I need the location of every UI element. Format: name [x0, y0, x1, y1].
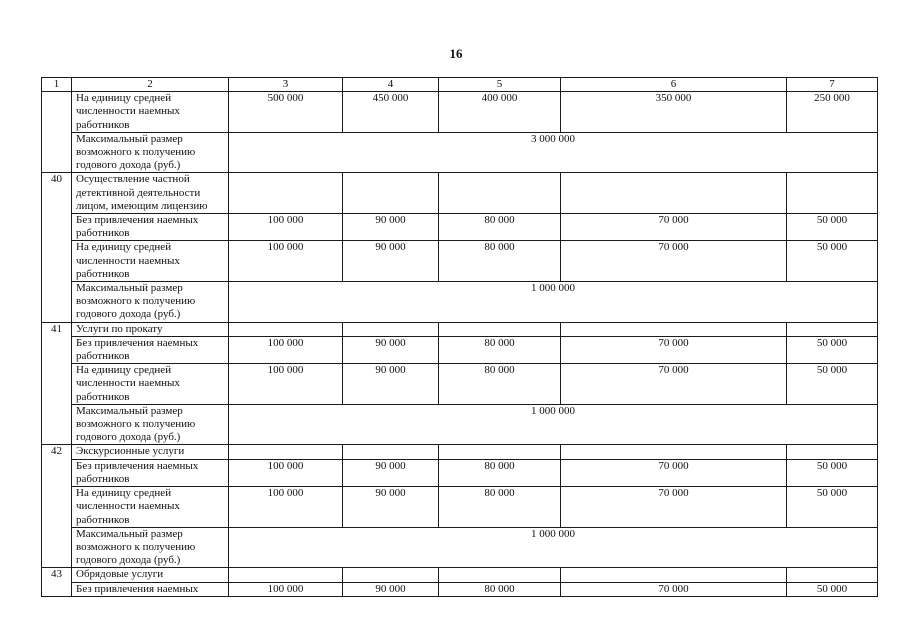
- value-cell: 70 000: [561, 582, 787, 596]
- row-number-cell: 41: [42, 322, 72, 445]
- value-cell: 100 000: [229, 487, 343, 528]
- value-cell: 100 000: [229, 459, 343, 486]
- table-row: [42, 487, 878, 528]
- value-cell: 70 000: [561, 214, 787, 241]
- value-cell: [561, 322, 787, 336]
- table-row: [42, 214, 878, 241]
- max-income-value-cell: 3 000 000: [229, 132, 878, 173]
- row-label-cell: Максимальный размер возможного к получению годового дохода (руб.): [72, 404, 229, 445]
- value-cell: 350 000: [561, 92, 787, 133]
- max-income-value-cell: 1 000 000: [229, 404, 878, 445]
- table-row: [42, 241, 878, 282]
- value-cell: 50 000: [787, 336, 878, 363]
- value-cell: 80 000: [439, 459, 561, 486]
- table-row: [42, 282, 878, 323]
- row-number-cell: 43: [42, 568, 72, 596]
- rates-table: [41, 77, 878, 597]
- row-label-cell: Максимальный размер возможного к получению годового дохода (руб.): [72, 282, 229, 323]
- table-header: [42, 78, 878, 92]
- value-cell: 80 000: [439, 241, 561, 282]
- value-cell: 80 000: [439, 214, 561, 241]
- header-cell-4: 4: [343, 78, 439, 92]
- header-cell-5: 5: [439, 78, 561, 92]
- max-income-value-cell: 1 000 000: [229, 527, 878, 568]
- value-cell: [439, 445, 561, 459]
- value-cell: [229, 568, 343, 582]
- value-cell: [787, 173, 878, 214]
- value-cell: [561, 173, 787, 214]
- value-cell: [439, 568, 561, 582]
- value-cell: 90 000: [343, 582, 439, 596]
- value-cell: 70 000: [561, 487, 787, 528]
- value-cell: 80 000: [439, 364, 561, 405]
- page-number: 16: [449, 46, 463, 61]
- row-label-cell: Без привлечения наемных: [72, 582, 229, 596]
- value-cell: 100 000: [229, 214, 343, 241]
- value-cell: 100 000: [229, 336, 343, 363]
- value-cell: [787, 445, 878, 459]
- header-row: [42, 78, 878, 92]
- table-row: [42, 445, 878, 459]
- value-cell: 70 000: [561, 364, 787, 405]
- value-cell: 100 000: [229, 241, 343, 282]
- table-row: [42, 322, 878, 336]
- row-number-cell: 40: [42, 173, 72, 322]
- value-cell: 50 000: [787, 241, 878, 282]
- table-row: [42, 92, 878, 133]
- value-cell: [343, 568, 439, 582]
- table-row: [42, 404, 878, 445]
- row-label-cell: На единицу средней численности наемных работников: [72, 487, 229, 528]
- table-row: [42, 173, 878, 214]
- value-cell: 50 000: [787, 214, 878, 241]
- value-cell: [439, 173, 561, 214]
- table-row: [42, 132, 878, 173]
- value-cell: 70 000: [561, 459, 787, 486]
- row-label-cell: Без привлечения наемных работников: [72, 336, 229, 363]
- row-number-cell: [42, 92, 72, 173]
- row-label-cell: На единицу средней численности наемных работников: [72, 92, 229, 133]
- value-cell: 90 000: [343, 459, 439, 486]
- value-cell: [561, 445, 787, 459]
- value-cell: 80 000: [439, 582, 561, 596]
- value-cell: 100 000: [229, 582, 343, 596]
- row-label-cell: Обрядовые услуги: [72, 568, 229, 582]
- row-label-cell: Без привлечения наемных работников: [72, 214, 229, 241]
- value-cell: 70 000: [561, 241, 787, 282]
- row-label-cell: На единицу средней численности наемных работников: [72, 241, 229, 282]
- table-row: [42, 582, 878, 596]
- table-row: [42, 527, 878, 568]
- max-income-value-cell: 1 000 000: [229, 282, 878, 323]
- value-cell: [229, 322, 343, 336]
- value-cell: 50 000: [787, 364, 878, 405]
- value-cell: 70 000: [561, 336, 787, 363]
- row-label-cell: Экскурсионные услуги: [72, 445, 229, 459]
- row-label-cell: Максимальный размер возможного к получению годового дохода (руб.): [72, 527, 229, 568]
- value-cell: [787, 568, 878, 582]
- value-cell: 80 000: [439, 336, 561, 363]
- value-cell: 400 000: [439, 92, 561, 133]
- table-row: [42, 459, 878, 486]
- header-cell-7: 7: [787, 78, 878, 92]
- header-cell-2: 2: [72, 78, 229, 92]
- table-body: [42, 92, 878, 597]
- value-cell: [439, 322, 561, 336]
- value-cell: 90 000: [343, 364, 439, 405]
- header-cell-6: 6: [561, 78, 787, 92]
- header-cell-3: 3: [229, 78, 343, 92]
- row-label-cell: Максимальный размер возможного к получению годового дохода (руб.): [72, 132, 229, 173]
- value-cell: 500 000: [229, 92, 343, 133]
- table-row: [42, 364, 878, 405]
- value-cell: 100 000: [229, 364, 343, 405]
- table-row: [42, 336, 878, 363]
- row-label-cell: Осуществление частной детективной деятельности лицом, имеющим лицензию: [72, 173, 229, 214]
- value-cell: 80 000: [439, 487, 561, 528]
- table-row: [42, 568, 878, 582]
- value-cell: 90 000: [343, 241, 439, 282]
- header-cell-1: 1: [42, 78, 72, 92]
- value-cell: [343, 173, 439, 214]
- value-cell: 90 000: [343, 214, 439, 241]
- row-label-cell: На единицу средней численности наемных работников: [72, 364, 229, 405]
- value-cell: [229, 173, 343, 214]
- row-label-cell: Услуги по прокату: [72, 322, 229, 336]
- value-cell: [343, 322, 439, 336]
- value-cell: 450 000: [343, 92, 439, 133]
- value-cell: [229, 445, 343, 459]
- value-cell: [343, 445, 439, 459]
- row-number-cell: 42: [42, 445, 72, 568]
- value-cell: [787, 322, 878, 336]
- value-cell: 50 000: [787, 459, 878, 486]
- value-cell: 90 000: [343, 487, 439, 528]
- value-cell: 50 000: [787, 582, 878, 596]
- value-cell: 50 000: [787, 487, 878, 528]
- value-cell: 250 000: [787, 92, 878, 133]
- value-cell: [561, 568, 787, 582]
- row-label-cell: Без привлечения наемных работников: [72, 459, 229, 486]
- value-cell: 90 000: [343, 336, 439, 363]
